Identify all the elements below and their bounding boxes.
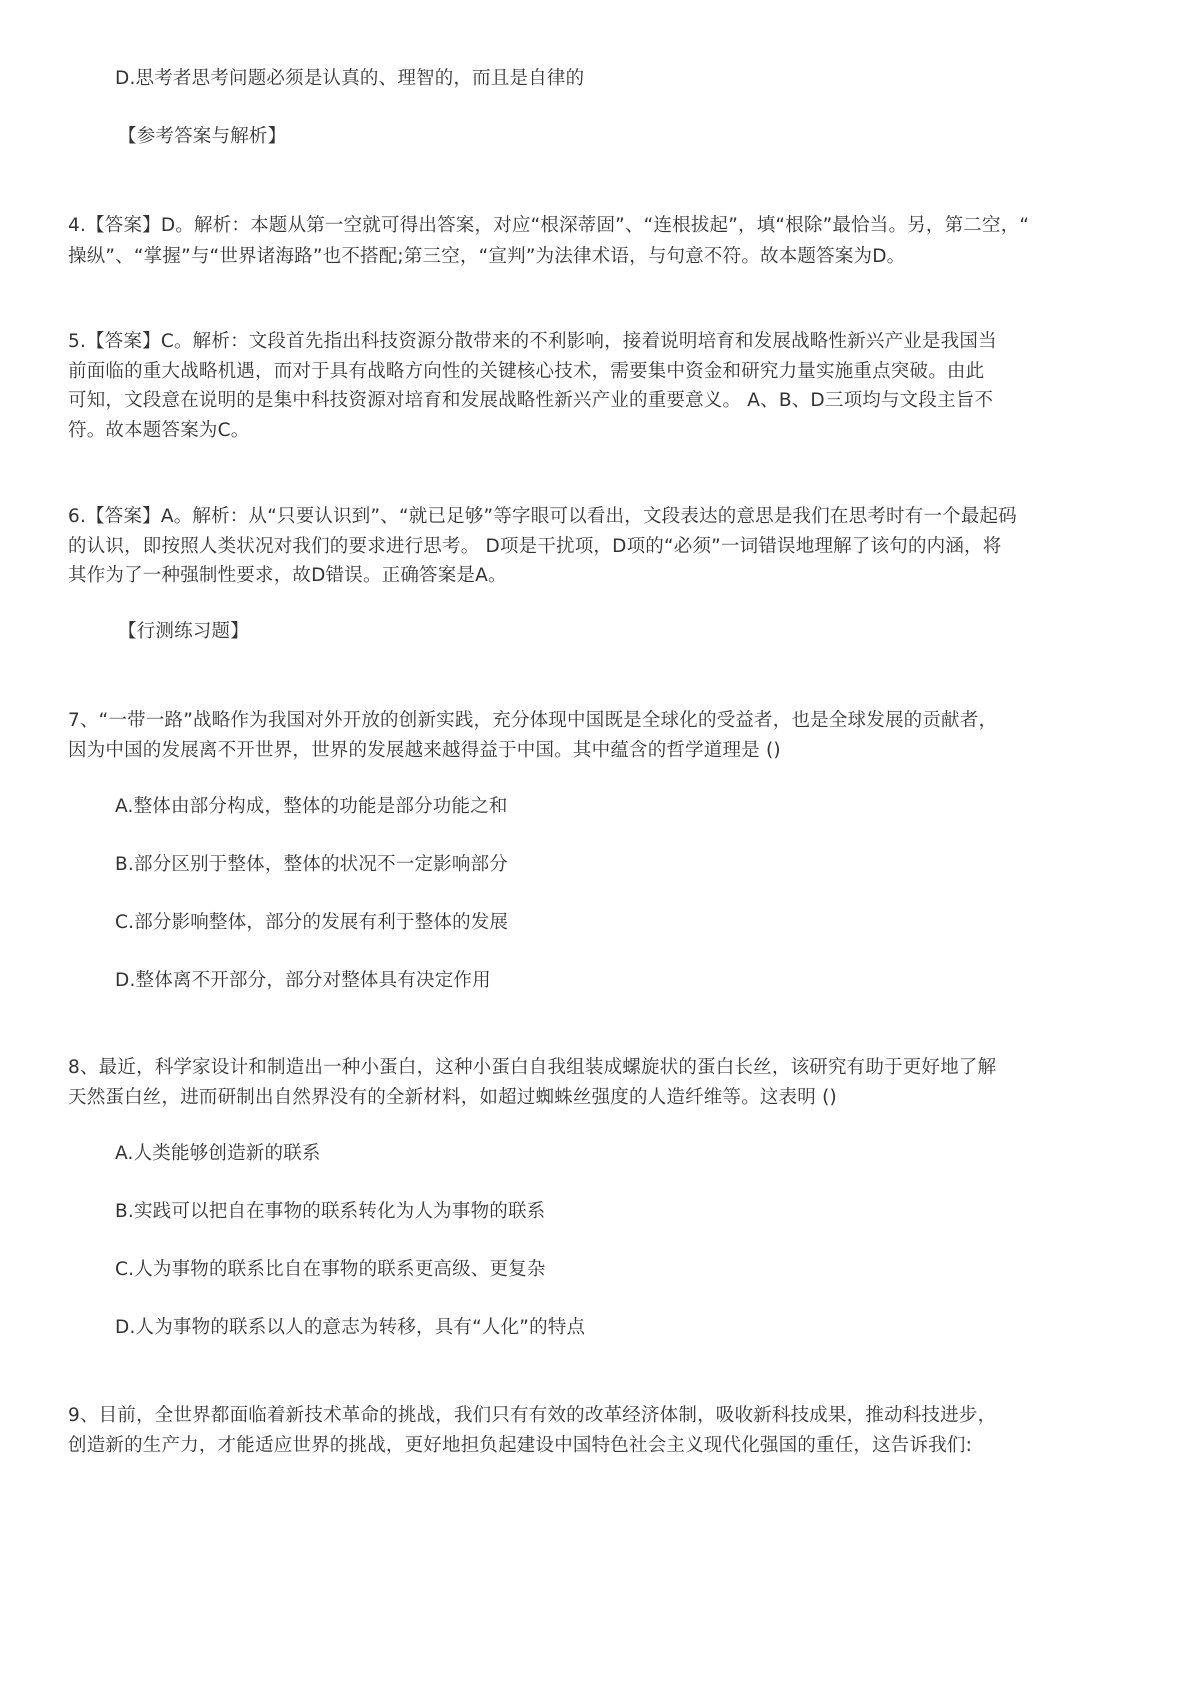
answer-6-line-2: 的认识，即按照人类状况对我们的要求进行思考。 D项是干扰项，D项的“必须”一词错误地理解了该句的内涵，将: [68, 536, 1002, 557]
answers-section-heading: 【参考答案与解析】: [118, 126, 287, 147]
question-8-line-2: 天然蛋白丝，进而研制出自然界没有的全新材料，如超过蜘蛛丝强度的人造纤维等。这表明 (): [68, 1087, 837, 1108]
question-7-option-c: C.部分影响整体，部分的发展有利于整体的发展: [115, 912, 509, 933]
answer-6-line-1: 6.【答案】A。解析：从“只要认识到”、“就已足够”等字眼可以看出，文段表达的意思是我们在思考时有一个最起码: [68, 506, 1017, 527]
question-7-option-d: D.整体离不开部分，部分对整体具有决定作用: [115, 970, 491, 991]
answer-4-line-1: 4.【答案】D。解析：本题从第一空就可得出答案，对应“根深蒂固”、“连根拔起”，填“根除”最恰当。另，第二空，“: [68, 215, 1030, 236]
answer-5-line-4: 符。故本题答案为C。: [68, 420, 250, 441]
question-8-option-b: B.实践可以把自在事物的联系转化为人为事物的联系: [115, 1201, 546, 1222]
answer-4-line-2: 操纵”、“掌握”与“世界诸海路”也不搭配;第三空，“宣判”为法律术语，与句意不符。故本题答案为D。: [68, 246, 906, 267]
answer-5-line-3: 可知，文段意在说明的是集中科技资源对培育和发展战略性新兴产业的重要意义。 A、B、D三项均与文段主旨不: [68, 390, 994, 411]
question-8-line-1: 8、最近，科学家设计和制造出一种小蛋白，这种小蛋白自我组装成螺旋状的蛋白长丝，该研究有助于更好地了解: [68, 1057, 997, 1078]
answer-5-line-1: 5.【答案】C。解析：文段首先指出科技资源分散带来的不利影响，接着说明培育和发展战略性新兴产业是我国当: [68, 331, 997, 352]
question-7-line-2: 因为中国的发展离不开世界，世界的发展越来越得益于中国。其中蕴含的哲学道理是 (): [68, 740, 781, 761]
question-9-line-2: 创造新的生产力，才能适应世界的挑战，更好地担负起建设中国特色社会主义现代化强国的重任，这告诉我们:: [68, 1435, 973, 1456]
question-3-option-d: D.思考者思考问题必须是认真的、理智的，而且是自律的: [115, 68, 585, 89]
practice-section-heading: 【行测练习题】: [118, 621, 249, 642]
question-7-line-1: 7、“一带一路”战略作为我国对外开放的创新实践，充分体现中国既是全球化的受益者，也是全球发展的贡献者，: [68, 710, 998, 731]
answer-6-line-3: 其作为了一种强制性要求，故D错误。正确答案是A。: [68, 565, 507, 586]
question-8-option-d: D.人为事物的联系以人的意志为转移，具有“人化”的特点: [115, 1317, 586, 1338]
answer-5-line-2: 前面临的重大战略机遇，而对于具有战略方向性的关键核心技术，需要集中资金和研究力量实施重点突破。由此: [68, 361, 985, 382]
question-9-line-1: 9、目前，全世界都面临着新技术革命的挑战，我们只有有效的改革经济体制，吸收新科技成果，推动科技进步，: [68, 1405, 997, 1426]
question-7-option-a: A.整体由部分构成，整体的功能是部分功能之和: [115, 796, 508, 817]
question-7-option-b: B.部分区别于整体，整体的状况不一定影响部分: [115, 854, 508, 875]
question-8-option-c: C.人为事物的联系比自在事物的联系更高级、更复杂: [115, 1259, 546, 1280]
question-8-option-a: A.人类能够创造新的联系: [115, 1143, 321, 1164]
